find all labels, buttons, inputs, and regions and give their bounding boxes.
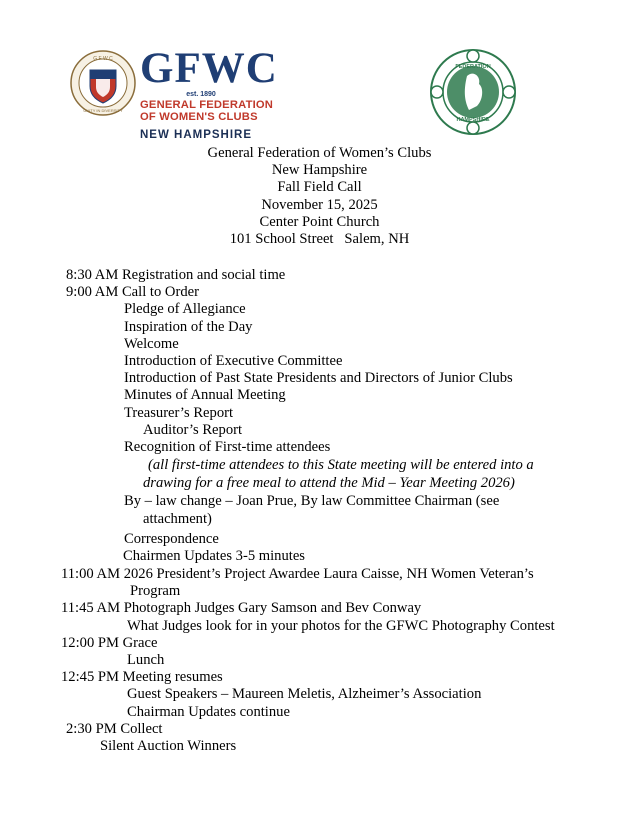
agenda-note: (all first-time attendees to this State meeting will be entered into a	[148, 457, 534, 473]
svg-text:UNITY IN DIVERSITY: UNITY IN DIVERSITY	[83, 108, 123, 113]
brand-state: NEW HAMPSHIRE	[140, 129, 253, 141]
brand-name: GFWC	[140, 45, 278, 92]
agenda-item: Inspiration of the Day	[124, 319, 253, 335]
svg-text:FEDERATION: FEDERATION	[455, 64, 491, 70]
state-name: New Hampshire	[271, 162, 368, 179]
agenda-item: Treasurer’s Report	[124, 405, 234, 421]
agenda-item: Chairmen Updates 3-5 minutes	[123, 548, 305, 564]
agenda-item: Introduction of Past State Presidents and Directors of Junior Clubs	[124, 370, 513, 386]
agenda-item: Auditor’s Report	[143, 422, 243, 438]
agenda-item: 11:45 AM Photograph Judges Gary Samson and Bev Conway	[61, 600, 422, 616]
agenda-item: Minutes of Annual Meeting	[124, 387, 286, 403]
agenda-item: Chairman Updates continue	[127, 704, 290, 720]
agenda-item: 11:00 AM 2026 President’s Project Awardee Laura Caisse, NH Women Veteran’s	[61, 566, 534, 582]
gfwc-nh-seal-icon	[429, 48, 517, 136]
svg-text:HAMPSHIRE: HAMPSHIRE	[456, 117, 490, 123]
agenda-item: Pledge of Allegiance	[124, 301, 246, 317]
agenda-item: What Judges look for in your photos for the GFWC Photography Contest	[127, 618, 555, 634]
agenda-item: Program	[130, 583, 181, 599]
brand-est: est. 1890	[186, 91, 216, 98]
venue-address: 101 School Street Salem, NH	[229, 231, 410, 248]
gfwc-wordmark	[140, 45, 278, 141]
event-header	[0, 145, 639, 248]
agenda-item: 2:30 PM Collect	[66, 721, 163, 737]
event-title: Fall Field Call	[277, 179, 362, 196]
org-name: General Federation of Women’s Clubs	[207, 145, 432, 161]
agenda-note: drawing for a free meal to attend the Mid – Year Meeting 2026)	[143, 475, 515, 491]
agenda-item: Guest Speakers – Maureen Meletis, Alzheimer’s Association	[127, 686, 482, 702]
agenda-item: Welcome	[124, 336, 179, 352]
agenda-item: 12:45 PM Meeting resumes	[61, 669, 223, 685]
gfwc-logo	[70, 45, 278, 141]
brand-line-2: OF WOMEN'S CLUBS	[140, 111, 258, 123]
agenda-item: By – law change – Joan Prue, By law Committee Chairman (see	[124, 493, 500, 509]
agenda-item: attachment)	[143, 511, 212, 527]
agenda-item: 9:00 AM Call to Order	[66, 284, 199, 300]
agenda-item: Correspondence	[124, 531, 219, 547]
svg-text:G F W C: G F W C	[93, 56, 113, 62]
agenda-item: Silent Auction Winners	[100, 738, 237, 754]
agenda-item: 8:30 AM Registration and social time	[66, 267, 286, 283]
venue-name: Center Point Church	[259, 213, 380, 230]
event-date: November 15, 2025	[261, 196, 378, 213]
gfwc-seal-icon	[70, 50, 136, 116]
agenda-item: Lunch	[127, 652, 165, 668]
agenda-item: Introduction of Executive Committee	[124, 353, 343, 369]
brand-line-1: GENERAL FEDERATION	[140, 99, 274, 111]
agenda-item: Recognition of First-time attendees	[124, 439, 331, 455]
agenda-item: 12:00 PM Grace	[61, 635, 158, 651]
